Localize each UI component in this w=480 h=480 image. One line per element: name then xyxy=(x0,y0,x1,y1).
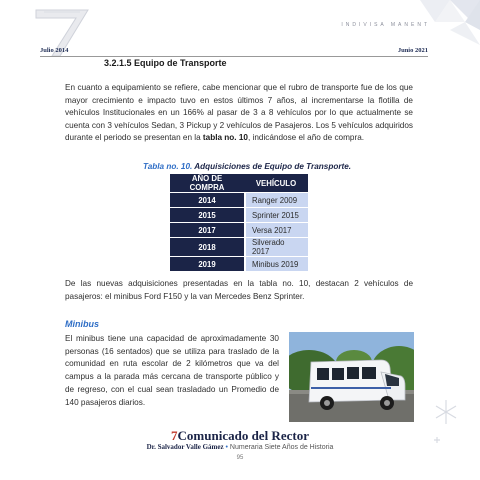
cell-vehicle: Silverado 2017 xyxy=(244,238,308,256)
footer-seven-logo: 7 xyxy=(171,428,178,443)
cell-vehicle: Versa 2017 xyxy=(244,223,308,237)
table-row xyxy=(170,257,308,271)
footer-author: Dr. Salvador Valle Gámez xyxy=(146,443,224,451)
table-caption xyxy=(143,162,351,171)
table-caption-title: Adquisiciones de Equipo de Transporte. xyxy=(192,162,352,171)
paragraph-intro xyxy=(65,82,413,145)
minibus-photo xyxy=(289,332,414,422)
paragraph-intro-text: En cuanto a equipamiento se refiere, cabe mencionar que el rubro de transporte fue de los que mayor crecimiento e impacto tuvo en estos últimos 7 años, al incrementarse la flotilla de vehículos Institucionales en un 166% al pasar de 3 a 8 vehículos por lo que actualmente se cuenta con 3 vehículos Sedan, 3 Pickup y 2 vehículos de Pasajeros. Los 5 vehículos adquiridos durante el periodo se presentan en la xyxy=(65,83,413,143)
cell-vehicle: Ranger 2009 xyxy=(244,193,308,207)
table-row xyxy=(170,223,308,237)
table-row xyxy=(170,208,308,222)
cell-vehicle: Minibus 2019 xyxy=(244,257,308,271)
minibus-description: El minibus tiene una capacidad de aproximadamente 30 personas (16 sentados) que se utiliza para traslado de la comunidad en ruta escolar de 2 kilómetros que va del campus a la parada más cercana de transporte público y de regreso, con el cual sean trasladado un Promedio de 140 pasajeros diarios. xyxy=(65,334,279,407)
cell-year: 2015 xyxy=(170,208,244,222)
paragraph-intro-end: , indicándose el año de compra. xyxy=(247,133,365,143)
section-title: 3.2.1.5 Equipo de Transporte xyxy=(104,58,227,68)
header-date-right: Junio 2021 xyxy=(397,47,428,54)
footer-subtitle-text: Numeraria Siete Años de Historia xyxy=(229,444,334,451)
acquisitions-table xyxy=(170,173,308,272)
minibus-title: Minibus xyxy=(65,319,99,329)
header-year: AÑO DE COMPRA xyxy=(170,174,244,192)
table-reference: tabla no. 10 xyxy=(202,133,248,143)
footer-title xyxy=(0,428,480,444)
footer-subtitle xyxy=(0,443,480,451)
table-caption-label: Tabla no. 10. xyxy=(143,162,193,171)
cell-year: 2014 xyxy=(170,193,244,207)
table-header-row xyxy=(170,174,308,192)
footer-separator: • xyxy=(223,444,230,451)
page-number: 95 xyxy=(236,455,244,461)
header-vehicle: VEHÍCULO xyxy=(244,174,308,192)
cell-year: 2017 xyxy=(170,223,244,237)
header-motto: INDIVISA MANENT xyxy=(341,22,430,28)
table-row xyxy=(170,238,308,256)
header-divider xyxy=(40,56,428,57)
paragraph-highlights: De las nuevas adquisiciones presentadas en la tabla no. 10, destacan 2 vehículos de pasajeros: el minibus Ford F150 y la van Mercedes Benz Sprinter. xyxy=(65,279,413,301)
cell-year: 2018 xyxy=(170,238,244,256)
cell-year: 2019 xyxy=(170,257,244,271)
header-date-left: Julio 2014 xyxy=(40,47,69,54)
cell-vehicle: Sprinter 2015 xyxy=(244,208,308,222)
table-row xyxy=(170,193,308,207)
footer-title-text: Comunicado del Rector xyxy=(177,428,309,443)
